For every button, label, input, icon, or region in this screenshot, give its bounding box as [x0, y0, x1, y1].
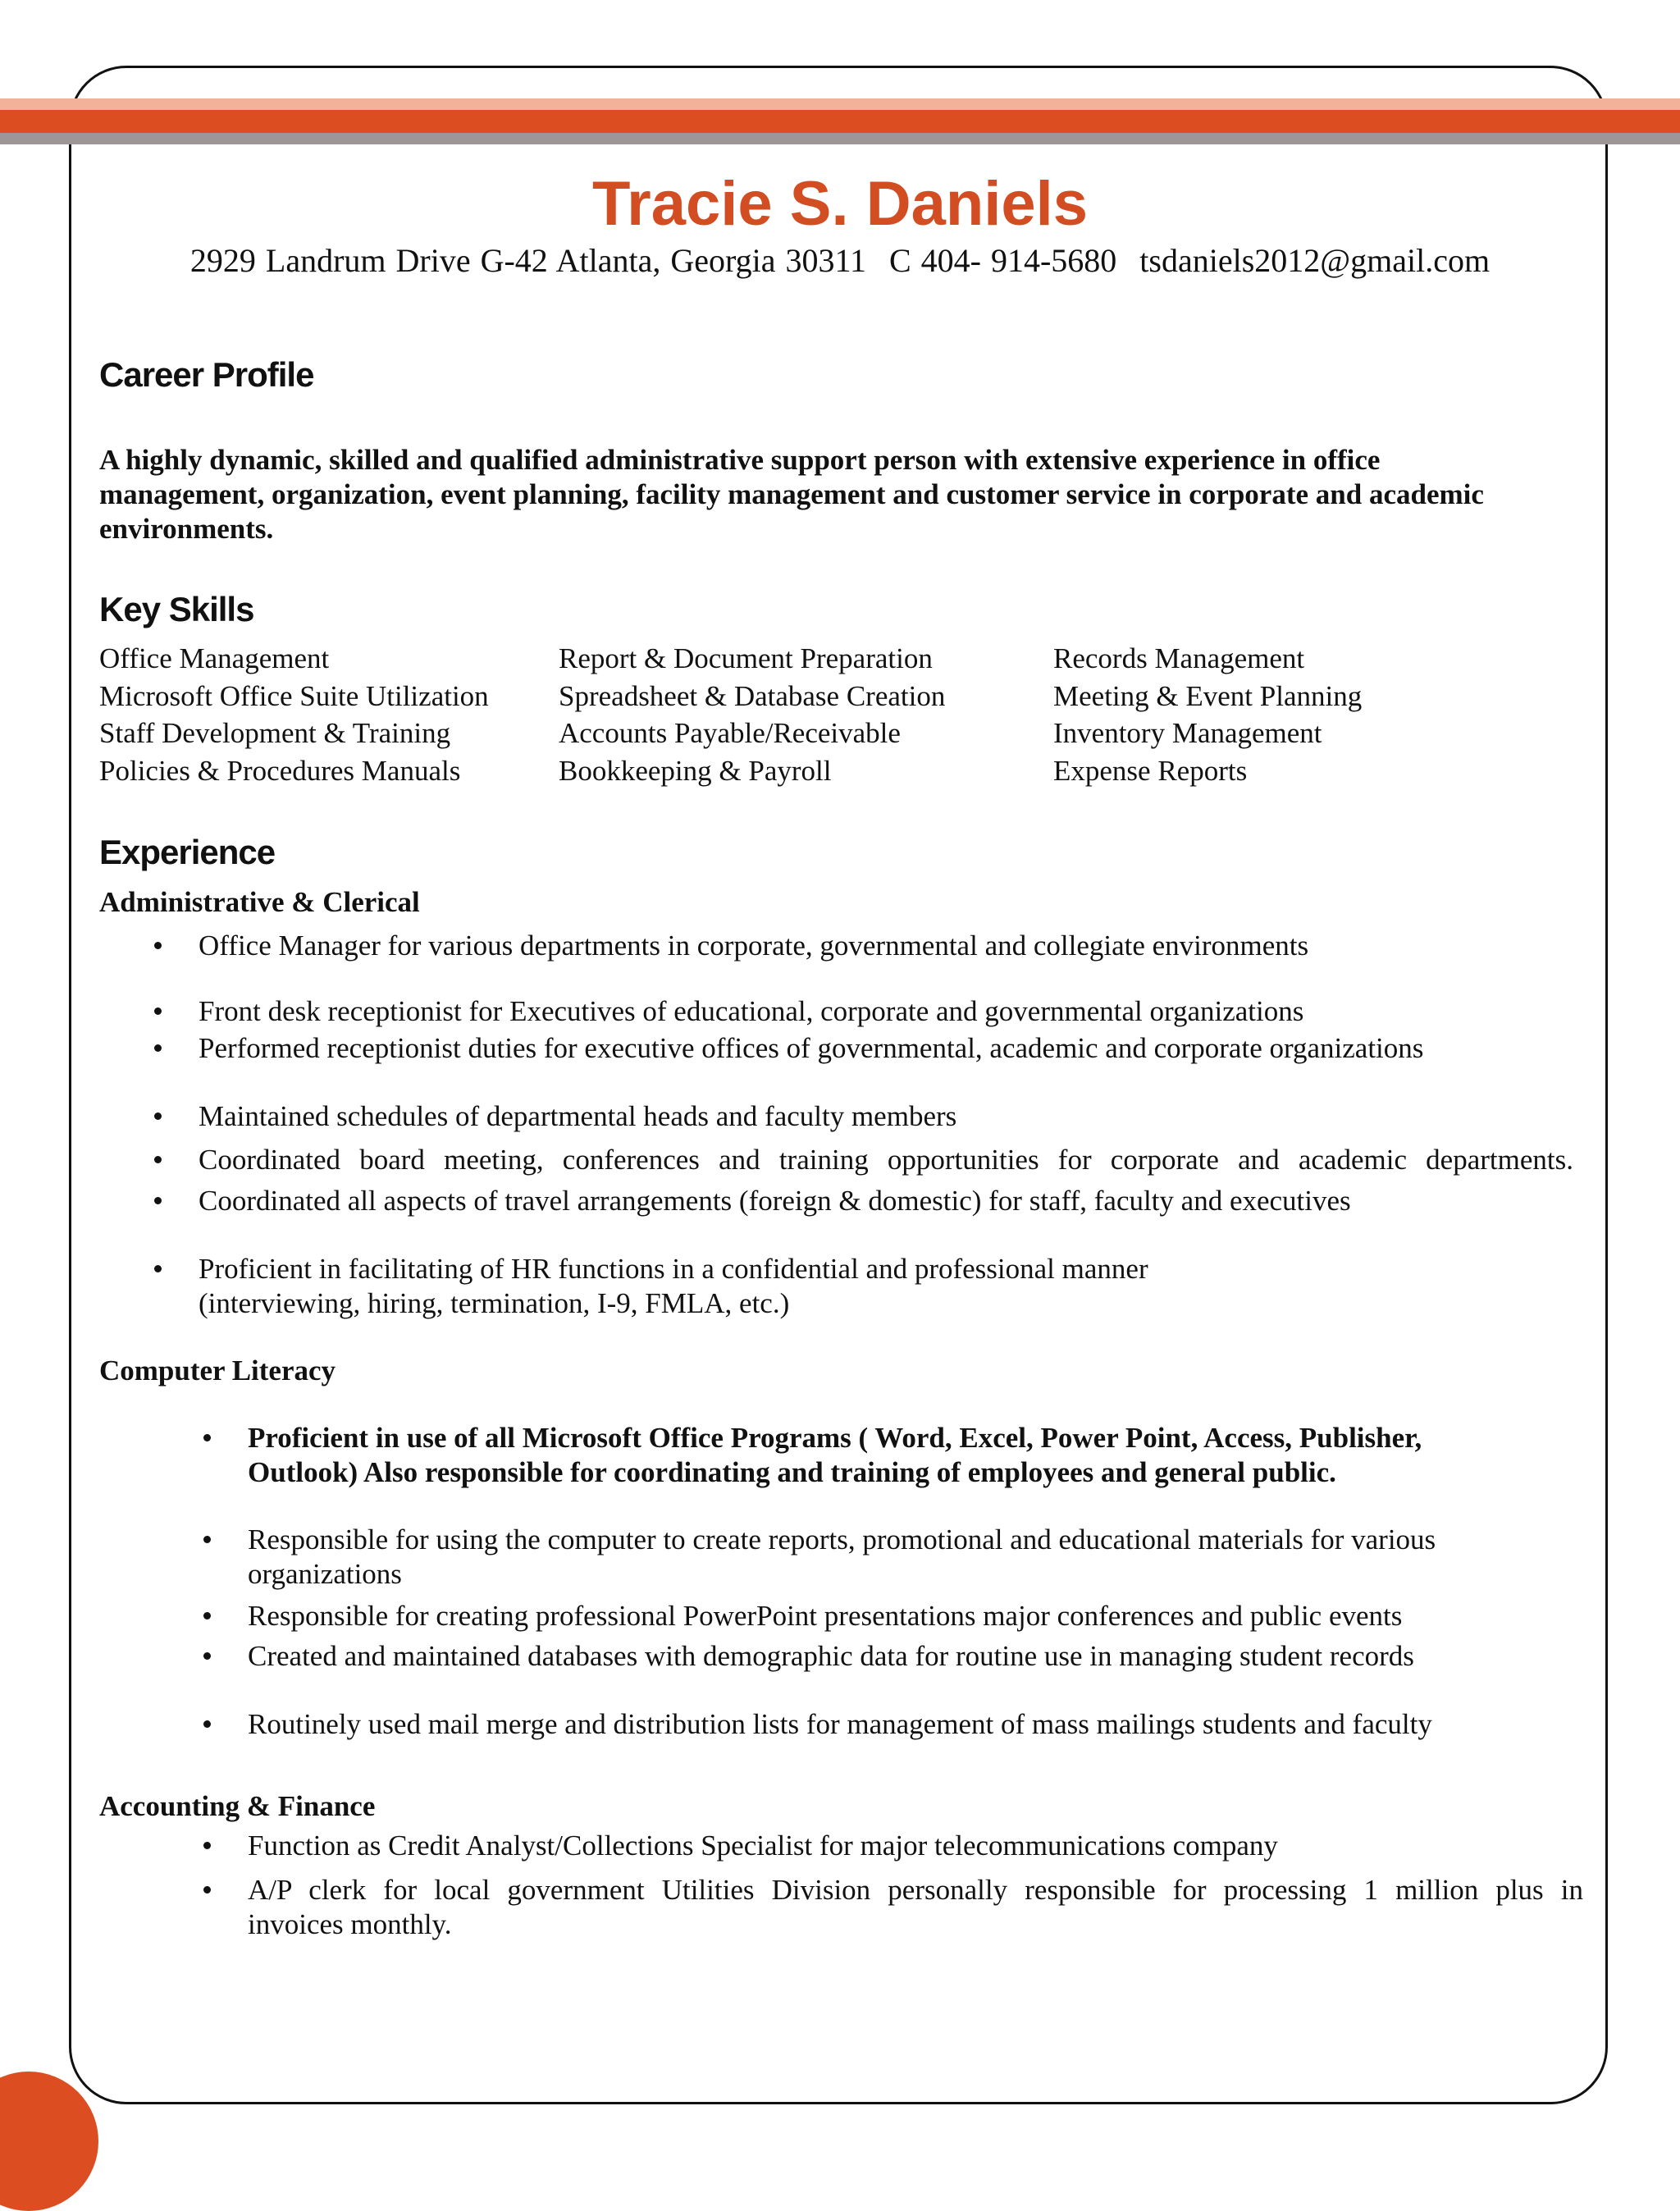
bullet-dot — [154, 942, 162, 949]
bullet-dot — [203, 1612, 211, 1619]
bullet-dot — [203, 1720, 211, 1728]
bullet-item: Maintained schedules of departmental heads and faculty members — [199, 1099, 1593, 1134]
bullet-item: Created and maintained databases with demographic data for routine use in managing student records — [248, 1639, 1593, 1674]
skill-item: Policies & Procedures Manuals — [99, 754, 461, 787]
skill-item: Expense Reports — [1053, 754, 1248, 787]
bullet-dot — [154, 1156, 162, 1163]
bullet-dot — [203, 1842, 211, 1849]
bullet-item: Proficient in use of all Microsoft Office Programs ( Word, Excel, Power Point, Access, Publisher, Outlook) Also responsible for coordinating and training of employees and general public. — [248, 1421, 1593, 1490]
contact-line — [0, 240, 1680, 281]
profile-line-2: management, organization, event planning, facility management and customer service in corporate and academic — [99, 478, 1484, 510]
bullet-item: A/P clerk for local government Utilities Division personally responsible for processing 1 million plus in invoices monthly. — [248, 1873, 1583, 1942]
header-band-orange — [0, 110, 1680, 133]
skill-item: Staff Development & Training — [99, 717, 451, 749]
career-profile-heading: Career Profile — [99, 355, 314, 394]
bullet-dot — [154, 1044, 162, 1052]
skill-item: Office Management — [99, 642, 330, 674]
bullet-item: Responsible for creating professional PowerPoint presentations major conferences and public events — [248, 1599, 1593, 1633]
bullet-item: Function as Credit Analyst/Collections Specialist for major telecommunications company — [248, 1829, 1593, 1863]
bullet-dot — [203, 1434, 211, 1441]
skill-item: Spreadsheet & Database Creation — [559, 679, 946, 712]
skill-item: Microsoft Office Suite Utilization — [99, 679, 489, 712]
bullet-dot — [203, 1886, 211, 1894]
candidate-name: Tracie S. Daniels — [591, 169, 1089, 239]
bullet-item: Coordinated all aspects of travel arrangements (foreign & domestic) for staff, faculty and executives — [199, 1184, 1593, 1218]
skills-column-2 — [559, 640, 945, 789]
career-profile-text — [99, 443, 1576, 546]
accounting-finance-title: Accounting & Finance — [99, 1790, 376, 1822]
bullet-dot — [203, 1652, 211, 1660]
email: tsdaniels2012@gmail.com — [1139, 242, 1491, 279]
admin-clerical-title: Administrative & Clerical — [99, 886, 420, 918]
skill-item: Accounts Payable/Receivable — [559, 717, 901, 749]
corner-decoration-circle — [0, 2072, 98, 2211]
bullet-dot — [154, 1197, 162, 1204]
bullet-dot — [154, 1265, 162, 1272]
bullet-dot — [154, 1007, 162, 1015]
skills-column-1 — [99, 640, 489, 789]
skill-item: Report & Document Preparation — [559, 642, 933, 674]
address: 2929 Landrum Drive G-42 Atlanta, Georgia 30311 — [189, 242, 866, 279]
header-band-gray — [0, 133, 1680, 144]
bullet-item: Front desk receptionist for Executives of educational, corporate and governmental organizations — [199, 994, 1593, 1029]
skill-item: Records Management — [1053, 642, 1305, 674]
profile-line-1: A highly dynamic, skilled and qualified administrative support person with extensive experience in office — [99, 444, 1381, 476]
profile-line-3: environments. — [99, 513, 274, 545]
bullet-dot — [154, 1112, 162, 1120]
bullet-item: Office Manager for various departments in corporate, governmental and collegiate environments — [199, 929, 1593, 963]
bullet-dot — [203, 1536, 211, 1543]
bullet-item: Routinely used mail merge and distribution lists for management of mass mailings students and faculty — [248, 1707, 1593, 1742]
header-band-light — [0, 98, 1680, 110]
bullet-item: Responsible for using the computer to create reports, promotional and educational materials for various organizations — [248, 1523, 1593, 1592]
computer-literacy-title: Computer Literacy — [99, 1354, 336, 1386]
skill-item: Meeting & Event Planning — [1053, 679, 1363, 712]
skill-item: Bookkeeping & Payroll — [559, 754, 832, 787]
bullet-item: Coordinated board meeting, conferences and training opportunities for corporate and academic departments. — [199, 1143, 1573, 1177]
bullet-item: Proficient in facilitating of HR functions in a confidential and professional manner (interviewing, hiring, termination, I-9, FMLA, etc.) — [199, 1252, 1593, 1321]
phone: C 404- 914-5680 — [888, 242, 1117, 279]
skills-column-3 — [1053, 640, 1362, 789]
key-skills-heading: Key Skills — [99, 590, 254, 628]
bullet-item: Performed receptionist duties for executive offices of governmental, academic and corporate organizations — [199, 1031, 1593, 1066]
experience-heading: Experience — [99, 833, 276, 871]
skill-item: Inventory Management — [1053, 717, 1322, 749]
